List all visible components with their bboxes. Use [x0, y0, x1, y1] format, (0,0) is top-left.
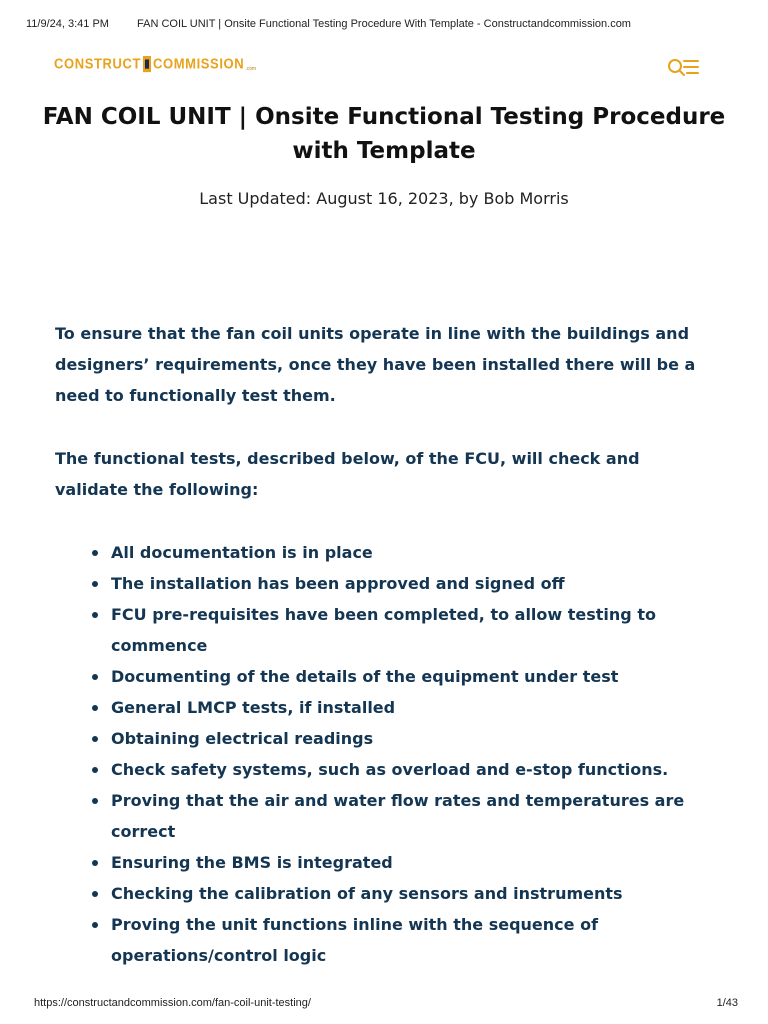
article-byline: Last Updated: August 16, 2023, by Bob Morris — [199, 189, 569, 208]
list-item: General LMCP tests, if installed — [111, 692, 705, 723]
list-item: Proving that the air and water flow rates and temperatures are correct — [111, 785, 705, 847]
list-item: Check safety systems, such as overload and e-stop functions. — [111, 754, 705, 785]
print-footer — [0, 994, 768, 1024]
site-header — [54, 52, 714, 82]
list-item: The installation has been approved and signed off — [111, 568, 705, 599]
list-item: Documenting of the details of the equipment under test — [111, 661, 705, 692]
functional-test-checklist — [55, 537, 705, 971]
search-menu-icon — [666, 56, 706, 78]
print-datetime: 11/9/24, 3:41 PM — [26, 18, 109, 30]
list-item: All documentation is in place — [111, 537, 705, 568]
logo-text-construct: CONSTRUCT — [54, 54, 142, 73]
article-body — [55, 318, 705, 971]
search-menu-button[interactable] — [666, 56, 706, 78]
list-item: Ensuring the BMS is integrated — [111, 847, 705, 878]
print-page-url: https://constructandcommission.com/fan-coil-unit-testing/ — [34, 997, 311, 1009]
print-page-number: 1/43 — [716, 997, 738, 1009]
logo-badge-icon — [143, 55, 151, 71]
print-document-title: FAN COIL UNIT | Onsite Functional Testing Procedure With Template - Constructandcommission.com — [137, 18, 631, 30]
intro-paragraph: To ensure that the fan coil units operate in line with the buildings and designers’ requirements, once they have been installed there will be a need to functionally test them. — [55, 324, 696, 405]
site-logo[interactable] — [54, 55, 256, 72]
list-item: Checking the calibration of any sensors and instruments — [111, 878, 705, 909]
print-header — [0, 0, 768, 40]
article-title: FAN COIL UNIT | Onsite Functional Testing Procedure with Template — [42, 104, 726, 164]
list-item: Proving the unit functions inline with the sequence of operations/control logic — [111, 909, 705, 971]
logo-text-suffix: .com — [245, 65, 257, 73]
lead-paragraph: The functional tests, described below, of the FCU, will check and validate the following: — [55, 449, 640, 499]
list-item: Obtaining electrical readings — [111, 723, 705, 754]
list-item: FCU pre-requisites have been completed, to allow testing to commence — [111, 599, 705, 661]
logo-text-commission: COMMISSION — [153, 54, 245, 73]
